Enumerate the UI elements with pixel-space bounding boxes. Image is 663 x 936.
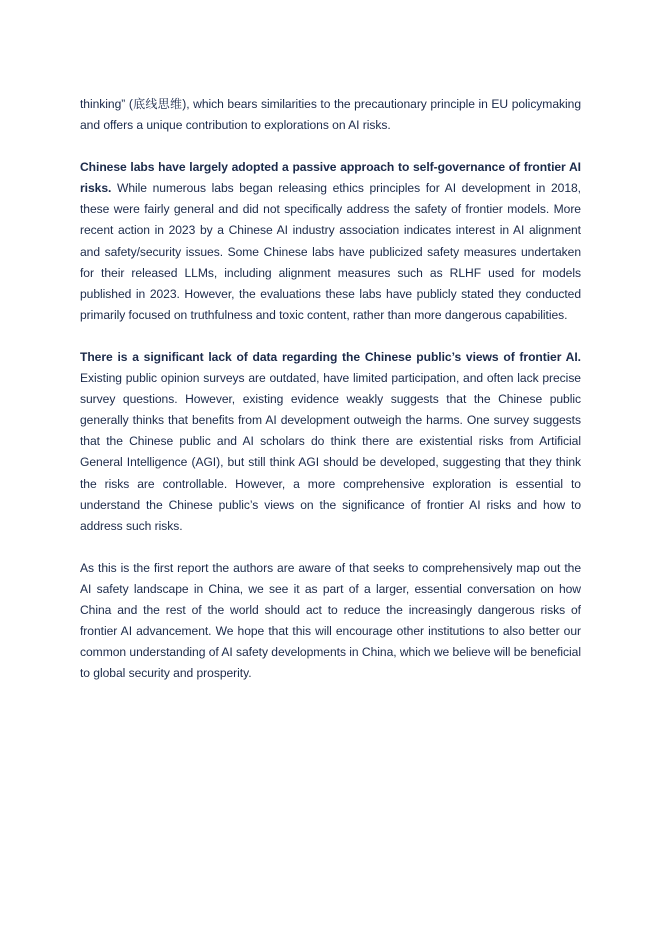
paragraph-lead: There is a significant lack of data regarding the Chinese public’s views of frontier AI. [80, 349, 581, 364]
paragraph-conclusion [80, 558, 581, 685]
paragraph-text: As this is the first report the authors are aware of that seeks to comprehensively map out the AI safety landscape in China, we see it as part of a larger, essential conversation on how China and the rest of the world should act to reduce the increasingly dangerous risks of frontier AI advancement. We hope that this will encourage other institutions to also better our common understanding of AI safety developments in China, which we believe will be beneficial to global security and prosperity. [80, 560, 581, 681]
document-page [80, 94, 581, 705]
paragraph-bottom-line-thinking [80, 94, 581, 136]
paragraph-public-views [80, 347, 581, 537]
paragraph-text: Existing public opinion surveys are outdated, have limited participation, and often lack precise survey questions. However, existing evidence weakly suggests that the Chinese public generally thinks that benefits from AI development outweigh the harms. One survey suggests that the Chinese public and AI scholars do think there are existential risks from Artificial General Intelligence (AGI), but still think AGI should be developed, suggesting that they think the risks are controllable. However, a more comprehensive exploration is essential to understand the Chinese public’s views on the significance of frontier AI risks and how to address such risks. [80, 371, 581, 533]
paragraph-chinese-labs [80, 157, 581, 326]
paragraph-text: thinking” (底线思维), which bears similarities to the precautionary principle in EU policymaking and offers a unique contribution to explorations on AI risks. [80, 97, 581, 133]
paragraph-lead: Chinese labs have largely adopted a passive approach to self-governance of frontier AI risks. [80, 160, 581, 196]
paragraph-text: While numerous labs began releasing ethics principles for AI development in 2018, these were fairly general and did not specifically address the safety of frontier models. More recent action in 2023 by a Chinese AI industry association indicates interest in AI alignment and safety/security issues. Some Chinese labs have publicized safety measures undertaken for their released LLMs, including alignment measures such as RLHF used for models published in 2023. However, the evaluations these labs have publicly stated they conducted primarily focused on truthfulness and toxic content, rather than more dangerous capabilities. [80, 181, 581, 322]
